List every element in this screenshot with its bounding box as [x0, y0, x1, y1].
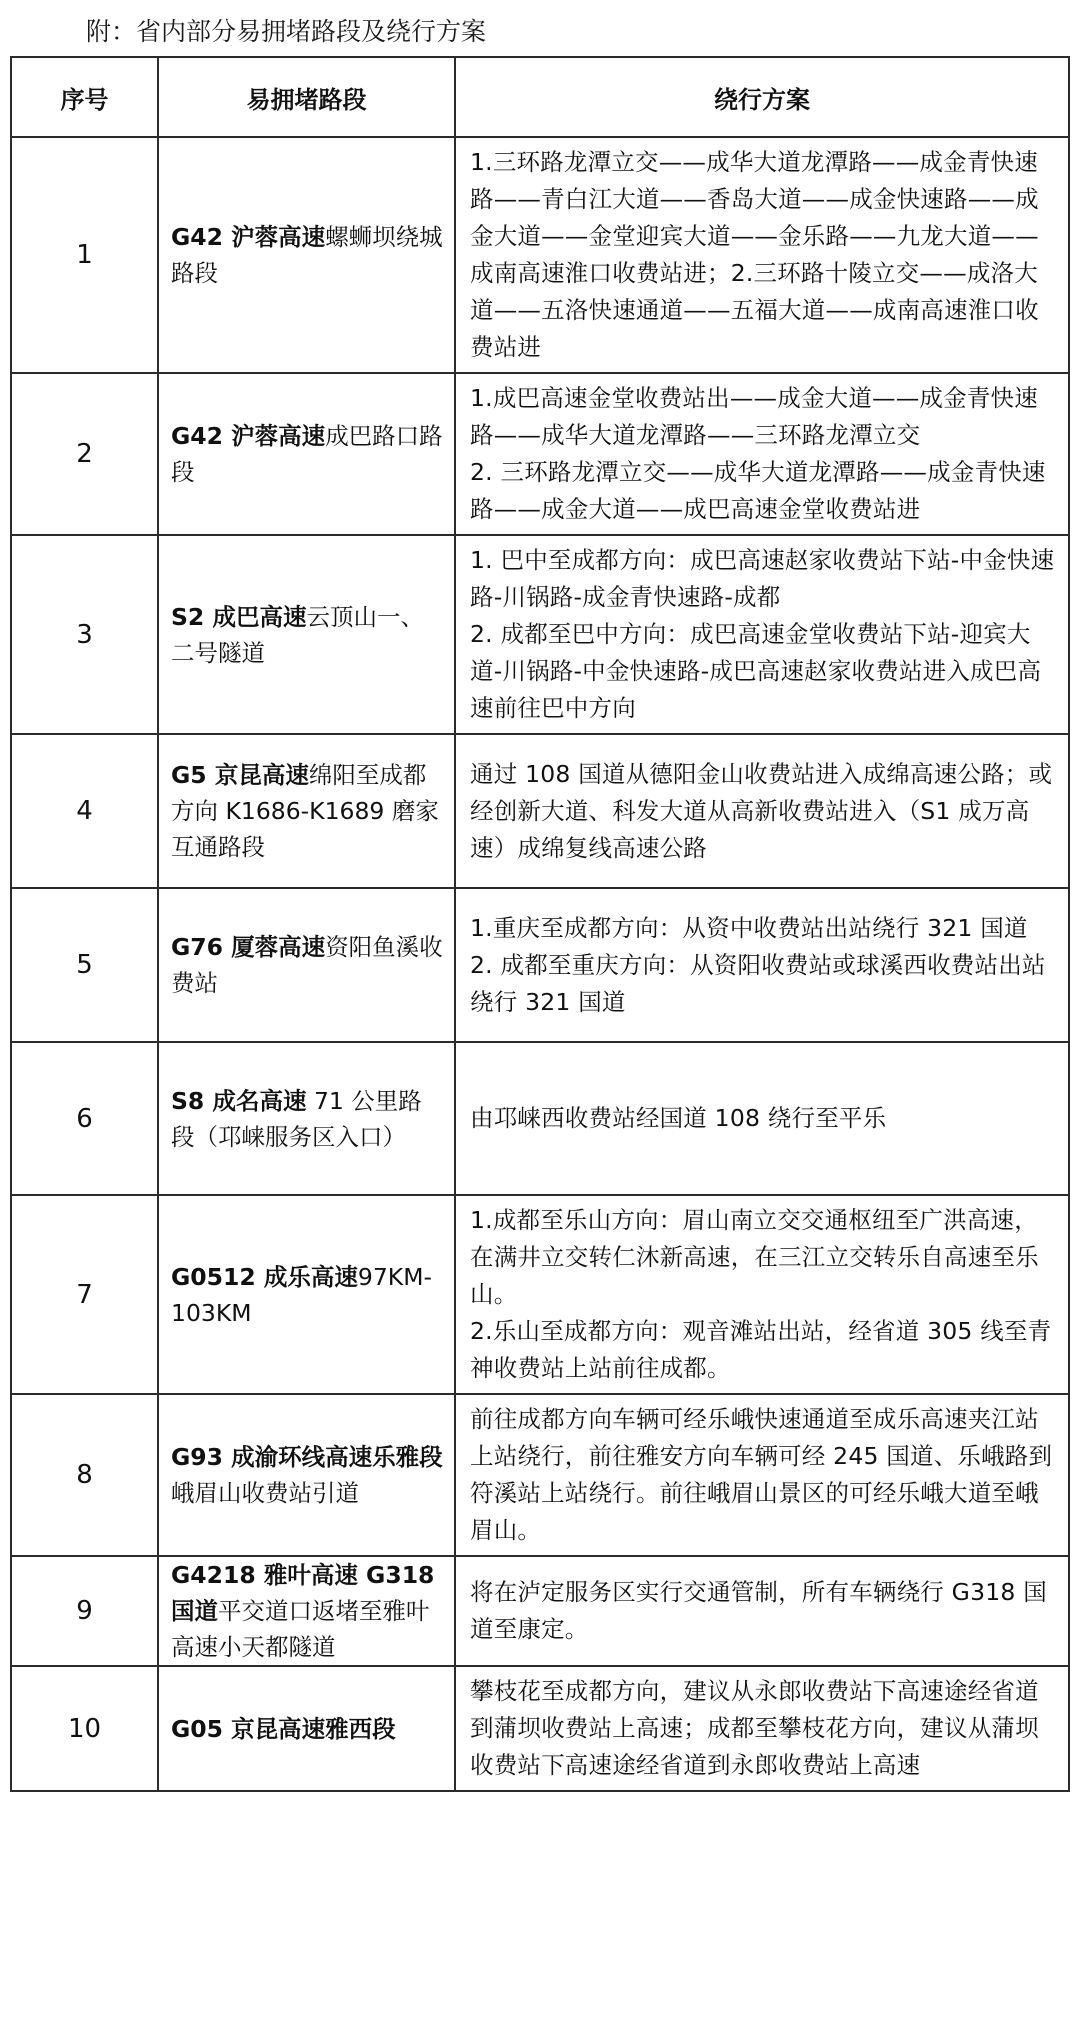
- detour-plan-text: 2.乐山至成都方向：观音滩站出站，经省道 305 线至青神收费站上站前往成都。: [470, 1317, 1052, 1382]
- table-row: [11, 137, 1069, 373]
- highway-name: G0512 成乐高速: [171, 1262, 358, 1291]
- table-row: [11, 1195, 1069, 1394]
- table-row: [11, 535, 1069, 734]
- detour-plan-cell: [455, 373, 1069, 535]
- road-section-detail: 平交道口返堵至雅叶高速小天都隧道: [171, 1597, 430, 1661]
- road-section-cell: [158, 734, 455, 888]
- table-row: [11, 1556, 1069, 1666]
- highway-name: S2 成巴高速: [171, 602, 307, 631]
- road-section-cell: [158, 373, 455, 535]
- road-section-detail: 云顶山一、二号隧道: [171, 602, 424, 667]
- highway-name: G42 沪蓉高速: [171, 422, 326, 450]
- road-section-cell: [158, 1394, 455, 1556]
- table-row: [11, 1666, 1069, 1791]
- detour-plan-text: 1.成巴高速金堂收费站出——成金大道——成金青快速路——成华大道龙潭路——三环路龙潭立交: [470, 384, 1038, 449]
- highway-name: G05 京昆高速雅西段: [171, 1714, 396, 1743]
- row-index: 6: [11, 1042, 158, 1195]
- highway-name: G5 京昆高速: [171, 761, 309, 789]
- detour-plan-cell: [455, 1394, 1069, 1556]
- table-row: [11, 1042, 1069, 1195]
- highway-name: G93 成渝环线高速乐雅段: [171, 1443, 443, 1471]
- header-index: 序号: [11, 57, 158, 137]
- table-row: [11, 1394, 1069, 1556]
- road-section-detail: 螺蛳坝绕城路段: [171, 223, 443, 287]
- detour-plan-cell: [455, 1042, 1069, 1195]
- detour-plan-cell: [455, 888, 1069, 1042]
- detour-plan-cell: [455, 1666, 1069, 1791]
- row-index: 1: [11, 137, 158, 373]
- highway-name: G4218 雅叶高速 G318 国道: [171, 1561, 435, 1625]
- row-index: 3: [11, 535, 158, 734]
- row-index: 9: [11, 1556, 158, 1666]
- detour-plan-text: 攀枝花至成都方向，建议从永郎收费站下高速途经省道到蒲坝收费站上高速；成都至攀枝花方向，建议从蒲坝收费站下高速途经省道到永郎收费站上高速: [470, 1677, 1039, 1779]
- road-section-cell: [158, 535, 455, 734]
- document-title: 附：省内部分易拥堵路段及绕行方案: [86, 17, 487, 46]
- table-header: [11, 57, 1069, 137]
- table-row: [11, 734, 1069, 888]
- road-section-detail: 绵阳至成都方向 K1686-K1689 磨家互通路段: [171, 761, 439, 861]
- row-index: 10: [11, 1666, 158, 1791]
- detour-plan-text: 1. 巴中至成都方向：成巴高速赵家收费站下站-中金快速路-川锅路-成金青快速路-成都: [470, 546, 1055, 611]
- detour-plan-text: 1.成都至乐山方向：眉山南立交交通枢纽至广洪高速，在满井立交转仁沐新高速，在三江立交转乐自高速至乐山。: [470, 1206, 1039, 1308]
- table-row: [11, 373, 1069, 535]
- detour-plan-cell: [455, 535, 1069, 734]
- road-section-detail: 峨眉山收费站引道: [171, 1479, 359, 1507]
- detour-plan-text: 1.三环路龙潭立交——成华大道龙潭路——成金青快速路——青白江大道——香岛大道——成金快速路——成金大道——金堂迎宾大道——金乐路——九龙大道——成南高速淮口收费站进；2.三环路十陵立交——成洛大道——五洛快速通道——五福大道——成南高速淮口收费站进: [470, 148, 1039, 361]
- road-section-detail: 成巴路口路段: [171, 422, 443, 486]
- detour-plan-text: 将在泸定服务区实行交通管制，所有车辆绕行 G318 国道至康定。: [470, 1578, 1047, 1643]
- detour-plan-text: 通过 108 国道从德阳金山收费站进入成绵高速公路；或经创新大道、科发大道从高新收费站进入（S1 成万高速）成绵复线高速公路: [470, 759, 1053, 862]
- detour-plan-text: 2. 成都至巴中方向：成巴高速金堂收费站下站-迎宾大道-川锅路-中金快速路-成巴高速赵家收费站进入成巴高速前往巴中方向: [470, 620, 1042, 722]
- road-section-cell: [158, 1556, 455, 1666]
- detour-plan-cell: [455, 137, 1069, 373]
- highway-name: G76 厦蓉高速: [171, 933, 326, 961]
- detour-plan-cell: [455, 734, 1069, 888]
- detour-plan-text: 2. 三环路龙潭立交——成华大道龙潭路——成金青快速路——成金大道——成巴高速金堂收费站进: [470, 458, 1046, 523]
- row-index: 4: [11, 734, 158, 888]
- detour-plan-text: 由邛崃西收费站经国道 108 绕行至平乐: [470, 1104, 887, 1132]
- detour-plan-cell: [455, 1556, 1069, 1666]
- road-section-cell: [158, 137, 455, 373]
- road-section-cell: [158, 1666, 455, 1791]
- detour-plan-cell: [455, 1195, 1069, 1394]
- road-section-detail: 71 公里路段（邛崃服务区入口）: [171, 1086, 422, 1151]
- road-section-detail: 资阳鱼溪收费站: [171, 933, 443, 997]
- detour-plan-text: 前往成都方向车辆可经乐峨快速通道至成乐高速夹江站上站绕行，前往雅安方向车辆可经 245 国道、乐峨路到符溪站上站绕行。前往峨眉山景区的可经乐峨大道至峨眉山。: [470, 1405, 1053, 1544]
- highway-name: S8 成名高速: [171, 1086, 307, 1115]
- road-section-cell: [158, 888, 455, 1042]
- table-body: [11, 137, 1069, 1791]
- road-section-detail: 97KM-103KM: [171, 1262, 432, 1327]
- row-index: 5: [11, 888, 158, 1042]
- table-row: [11, 888, 1069, 1042]
- row-index: 2: [11, 373, 158, 535]
- row-index: 8: [11, 1394, 158, 1556]
- detour-table: [10, 56, 1070, 1792]
- road-section-cell: [158, 1195, 455, 1394]
- detour-plan-text: 1.重庆至成都方向：从资中收费站出站绕行 321 国道: [470, 913, 1028, 942]
- header-road-section: 易拥堵路段: [158, 57, 455, 137]
- header-detour-plan: 绕行方案: [455, 57, 1069, 137]
- highway-name: G42 沪蓉高速: [171, 223, 326, 251]
- road-section-cell: [158, 1042, 455, 1195]
- row-index: 7: [11, 1195, 158, 1394]
- detour-plan-text: 2. 成都至重庆方向：从资阳收费站或球溪西收费站出站绕行 321 国道: [470, 950, 1046, 1016]
